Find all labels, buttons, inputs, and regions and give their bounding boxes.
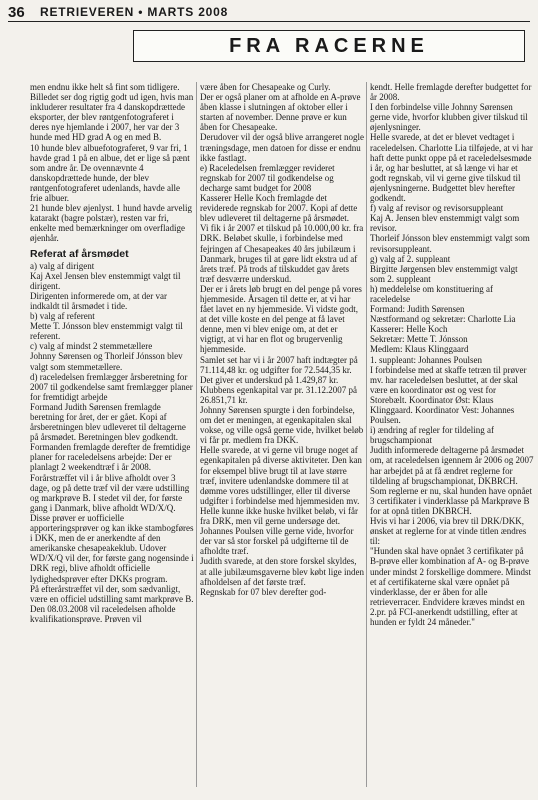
paragraph: Birgitte Jørgensen blev enstemmigt valgt som 2. suppleant <box>370 263 518 284</box>
agenda-item: f) valg af revisor og revisorsuppleant <box>370 203 504 214</box>
paragraph: være åben for Chesapeake og Curly. <box>200 82 331 92</box>
paragraph: På efterårstræffet vil der, som sædvanligt, være en officiel udstilling samt markprøve B. <box>30 583 194 604</box>
paragraph: Samlet set har vi i år 2007 haft indtægter på 71.114,48 kr. og udgifter for 72.544,35 kr. Det giver et underskud på 1.429,87 kr. <box>200 354 358 385</box>
agenda-item: h) meddelelse om konstituering af raceledelse <box>370 283 493 304</box>
paragraph: Judith informerede deltagerne på årsmødet om, at raceledelsen igennem år 2006 og 2007 har arbejdet på at få ændret reglerne for tildeling af brugschampionat, DKBRCH. <box>370 445 534 486</box>
agenda-item: e) Raceledelsen fremlægger revideret regnskab for 2007 til godkendelse og decharge samt budget for 2008 <box>200 162 335 193</box>
paragraph: Kaj Axel Jensen blev enstemmigt valgt til dirigent. <box>30 270 181 291</box>
board-member: 1. suppleant: Johannes Poulsen <box>370 354 482 365</box>
paragraph: Formand Judith Sørensen fremlagde beretning for året, der er gået. Kopi af årsberetningen blev udleveret til deltagerne på årsmødet. Beretningen blev godkendt. Formanden fremlagde derefter de fremtidige planer for raceledelsens arbejde: Der er planlagt 2 weekendtræf i år 2008. Forårstræffet vil i år blive afholdt over 3 dage, og på dette træf vil der være udstilling og markprøve B. I stedet vil der, for første gang i Danmark, blive afholdt WD/X/Q. Disse prøver er uofficielle apporteringsprøver og kan ikke stambogføres i DKK, men de er anerkendte af den amerikanske chesapeakeklub. Udover WD/X/Q vil der, for første gang nogensinde i DRK regi, blive afholdt officielle lydighedsprøver efter DKKs program. <box>30 401 194 584</box>
text-column-1 <box>30 82 194 794</box>
paragraph: Johannes Poulsen ville gerne vide, hvorfor der var så stor forskel på udgifterne til de afholdte træf. <box>200 526 354 557</box>
paragraph: Der er i årets løb brugt en del penge på vores hjemmeside. Årsagen til dette er, at vi har fået lavet en ny hjemmeside. Vi vidste godt, at det ville koste en del penge at få lavet denne, men vi blev enige om, at det er vigtigt, at vi har en flot og brugervenlig hjemmeside. <box>200 283 362 355</box>
paragraph: Judith svarede, at den store forskel skyldes, at alle jubilæumsgaverne blev købt lige inden afholdelsen af det første træf. <box>200 556 364 587</box>
paragraph: Som reglerne er nu, skal hunden have opnået 3 certifikater i vinderklasse på Markprøve B for at opnå titlen DKBRCH. <box>370 485 532 516</box>
paragraph: Kasserer Helle Koch fremlagde det reviderede regnskab for 2007. Kopi af dette blev udleveret til deltagerne på årsmødet. <box>200 193 358 224</box>
paragraph: Johnny Sørensen spurgte i den forbindelse, om det er meningen, at egenkapitalen skal vokse, og ville også gerne vide, hvilket beløb vi får pr. medlem fra DKK. <box>200 405 364 446</box>
board-member: Sekretær: Mette T. Jónsson <box>370 334 468 345</box>
paragraph: Johnny Sørensen og Thorleif Jónsson blev valgt som stemmetællere. <box>30 351 183 372</box>
paragraph: Kaj A. Jensen blev enstemmigt valgt som revisor. <box>370 213 520 234</box>
paragraph: Vi fik i år 2007 et tilskud på 10.000,00 kr. fra DRK. Beløbet skulle, i forbindelse med fejringen af Chesapeakes 40 års jubilæum i Danmark, bruges til at gøre lidt ekstra ud af årets træf. På trods af tilskuddet gav årets træf desværre underskud. <box>200 223 364 284</box>
column-rule <box>196 82 197 787</box>
paragraph: Thorleif Jónsson blev enstemmigt valgt som revisorsuppleant. <box>370 233 530 254</box>
paragraph: Helle svarede, at vi gerne vil bruge noget af egenkapitalen på diverse aktiviteter. Den kan for eksempel blive brugt til at lave større træf, invitere udenlandske dommere til at dømme vores udstillinger, eller til diverse udgifter i forbindelse med hjemmesiden mv. Helle kunne ikke huske hvilket beløb, vi får fra DRK, men vil gerne undersøge det. <box>200 445 362 527</box>
paragraph: Den 08.03.2008 vil raceledelsen afholde kvalifikationsprøve. Prøven vil <box>30 603 176 624</box>
agenda-item: c) valg af mindst 2 stemmetællere <box>30 341 153 352</box>
paragraph: Derudover vil der også blive arrangeret nogle træningsdage, men datoen for disse er endnu ikke fastlagt. <box>200 132 364 163</box>
text-column-2 <box>200 82 364 794</box>
agenda-item: b) valg af referent <box>30 311 95 322</box>
paragraph: Der er også planer om at afholde en A-prøve åben klasse i slutningen af oktober eller i starten af november. Denne prøve er kun åben for Chesapeake. <box>200 92 361 133</box>
text-column-3 <box>370 82 534 794</box>
paragraph: Mette T. Jónsson blev enstemmigt valgt til referent. <box>30 321 183 342</box>
quote: "Hunden skal have opnået 3 certifikater på B-prøve eller kombination af A- og B-prøve under mindst 2 forskellige dommere. Mindst et af certifikaterne skal være opnået på vinderklasse, der er åben for alle retrieverracer. Endvidere kræves mindst en 2.pr. på FCI-anerkendt udstilling, efter at hunden er fyldt 24 måneder." <box>370 546 531 627</box>
column-rule <box>366 82 367 787</box>
section-banner <box>133 30 525 62</box>
board-member: Kasserer: Helle Koch <box>370 324 448 335</box>
board-member: Formand: Judith Sørensen <box>370 304 465 315</box>
page-number: 36 <box>8 3 25 21</box>
paragraph: I den forbindelse ville Johnny Sørensen gerne vide, hvorfor klubben giver tilskud til øjenlysninger. <box>370 102 528 133</box>
paragraph: Regnskab for 07 blev derefter god- <box>200 586 327 597</box>
paragraph: Hvis vi har i 2006, via brev til DRK/DKK, ønsket at reglerne for at vinde titlen ændres til: <box>370 516 527 547</box>
paragraph: Klubbens egenkapital var pr. 31.12.2007 på 26.851,71 kr. <box>200 384 357 405</box>
paragraph: 21 hunde blev øjenlyst. 1 hund havde arvelig katarakt (bagre polstær), resten var fri, enkelte med bemærkninger om overfladige øjenhår. <box>30 203 192 244</box>
agenda-item: d) raceledelsen fremlægger årsberetning for 2007 til godkendelse samt fremlægger planer for fremtidigt arbejde <box>30 371 193 402</box>
agenda-item: i) ændring af regler for tildeling af brugschampionat <box>370 425 494 446</box>
agenda-item: a) valg af dirigent <box>30 260 95 271</box>
paragraph: kendt. Helle fremlagde derefter budgettet for år 2008. <box>370 82 532 103</box>
agenda-item: g) valg af 2. suppleant <box>370 253 451 264</box>
section-title: FRA RACERNE <box>229 34 429 57</box>
subheading-referat: Referat af årsmødet <box>30 247 129 260</box>
running-head: RETRIEVEREN • MARTS 2008 <box>40 5 229 19</box>
paragraph: I forbindelse med at skaffe tetræn til prøver mv. har raceledelsen besluttet, at der skal være en koordinator øst og vest for Storebælt. Koordinator Øst: Klaus Klinggaard. Koordinator Vest: Johannes Poulsen. <box>370 364 527 426</box>
board-member: Næstformand og sekretær: Charlotte Lia <box>370 314 516 325</box>
paragraph: Helle svarede, at det er blevet vedtaget i raceledelsen. Charlotte Lia tilføjede, at vi har haft dette punkt oppe på et raceledelsesmøde i år, og har besluttet, at så længe vi har et godt regnskab, vil vi gerne give tilskud til øjenlysningerne. Budgettet blev herefter godkendt. <box>370 132 533 204</box>
paragraph: Dirigenten informerede om, at der var indkaldt til årsmødet i tide. <box>30 290 167 311</box>
paragraph: 10 hunde blev albuefotograferet, 9 var fri, 1 havde grad 1 på en albue, det er lige så pænt som andre år. De ovennævnte 4 danskopdrættede hunde, der blev røntgenfotograferet udenlands, havde alle frie albuer. <box>30 142 190 204</box>
page-header <box>8 3 530 22</box>
paragraph: men endnu ikke helt så fint som tidligere. Billedet ser dog rigtig godt ud igen, hvis man inkluderer resultater fra 4 danskopdrættede eksporter, der blev røntgenfotograferet i deres nye hjemlande i 2007, her var der 3 hunde med HD grad A og en med B. <box>30 82 194 143</box>
board-member: Medlem: Klaus Klinggaard <box>370 344 469 355</box>
